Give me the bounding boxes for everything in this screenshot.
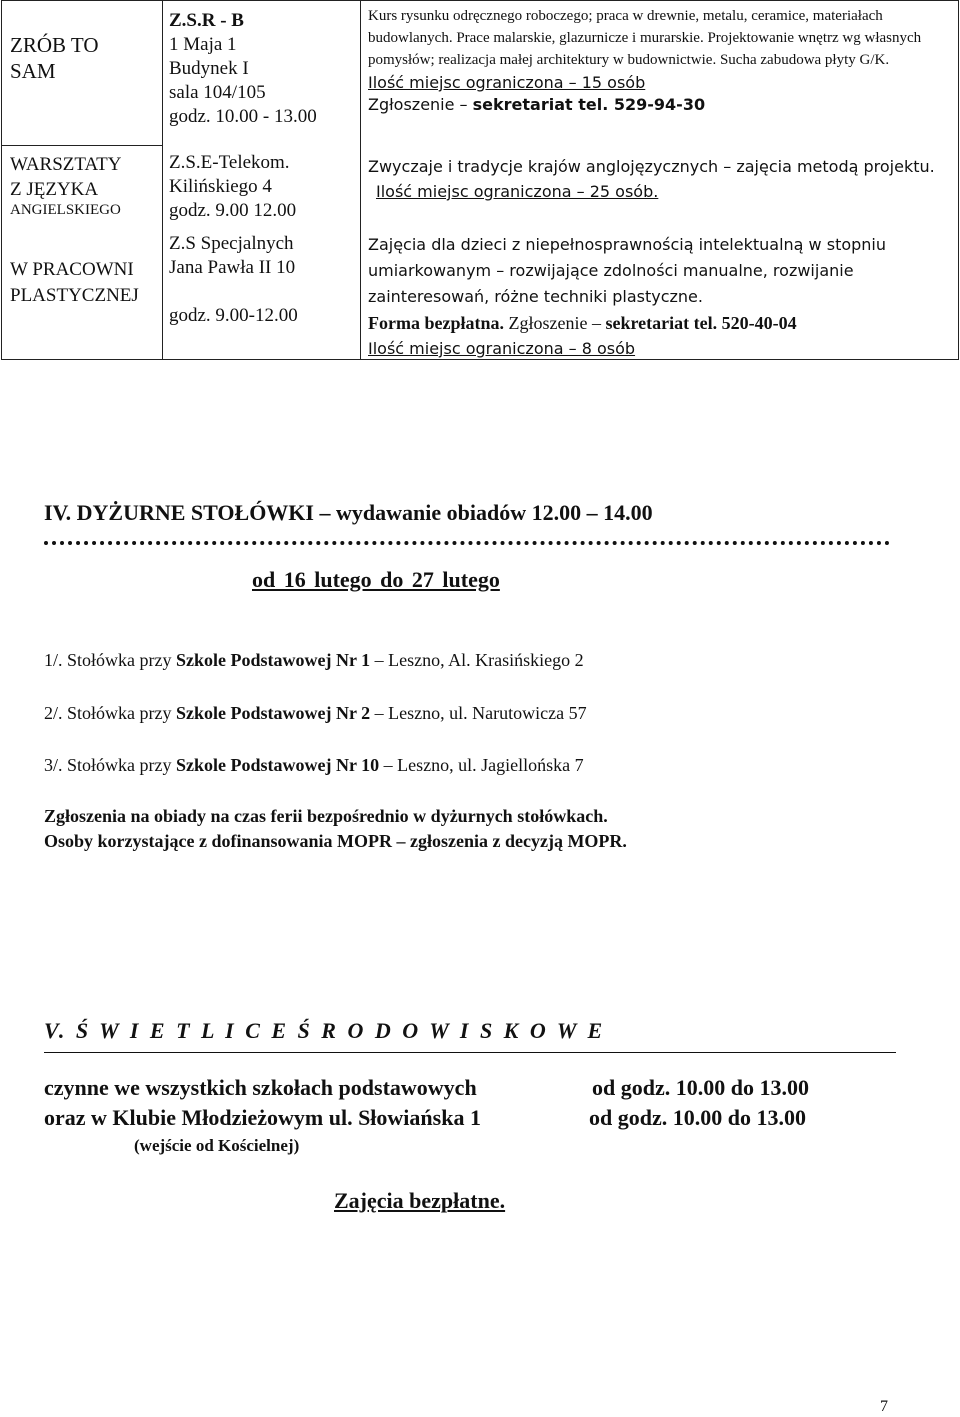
workshop-desc-row1: Kurs rysunku odręcznego roboczego; praca w drewnie, metalu, ceramice, materiałach budowlanych. Prace malarskie, glazurnicze i murarskie. Projektowanie wnętrz wg własnych pomysłów; realizacja małej architektury w budownictwie. Sucha zabudowa płyty G/K. Ilość miejsc ograniczona – 15 osób Zgłoszenie – sekretariat tel. 529-94-30 <box>368 8 922 114</box>
page-number: 7 <box>880 1398 888 1415</box>
canteen-note: Zgłoszenia na obiady na czas ferii bezpośrednio w dyżurnych stołówkach. <box>44 806 608 826</box>
canteen-note: Osoby korzystające z dofinansowania MOPR – zgłoszenia z decyzją MOPR. <box>44 831 627 851</box>
entrance-note: (wejście od Kościelnej) <box>134 1136 300 1155</box>
workshop-table <box>1 0 959 360</box>
workshop-desc-row2: Zwyczaje i tradycje krajów anglojęzycznych – zajęcia metodą projektu. Ilość miejsc ograniczona – 25 osób. <box>368 157 935 201</box>
workshop-name-row2: WARSZTATY Z JĘZYKA ANGIELSKIEGO <box>10 154 122 218</box>
canteen-item: 1/. Stołówka przy Szkole Podstawowej Nr 1 – Leszno, Al. Krasińskiego 2 <box>44 650 584 670</box>
community-centers-hours: od godz. 10.00 do 13.00 <box>592 1075 809 1100</box>
community-centers-line: czynne we wszystkich szkołach podstawowych <box>44 1075 477 1100</box>
workshop-place-row1: Z.S.R - B 1 Maja 1 Budynek I sala 104/105 godz. 10.00 - 13.00 <box>169 10 317 127</box>
canteen-item: 3/. Stołówka przy Szkole Podstawowej Nr 10 – Leszno, ul. Jagiellońska 7 <box>44 755 584 775</box>
workshop-name-row3: W PRACOWNI PLASTYCZNEJ <box>10 259 139 306</box>
table-divider <box>2 145 162 146</box>
canteen-item: 2/. Stołówka przy Szkole Podstawowej Nr 2 – Leszno, ul. Narutowicza 57 <box>44 703 587 723</box>
free-classes: Zajęcia bezpłatne. <box>334 1188 506 1213</box>
community-centers-line: oraz w Klubie Młodzieżowym ul. Słowiańska 1 <box>44 1105 481 1130</box>
section-v-heading: V. Ś W I E T L I C E Ś R O D O W I S K O W E <box>44 1018 896 1053</box>
workshop-name-row1: ZRÓB TO SAM <box>10 33 99 83</box>
canteen-dates: od 16 lutego do 27 lutego <box>252 567 500 592</box>
community-centers-hours: od godz. 10.00 do 13.00 <box>589 1105 806 1130</box>
section-iv-heading: IV. DYŻURNE STOŁÓWKI – wydawanie obiadów 12.00 – 14.00 <box>44 500 653 525</box>
workshop-place-row2: Z.S.E-Telekom. Kilińskiego 4 godz. 9.00 12.00 <box>169 152 297 221</box>
dotted-divider <box>44 537 890 545</box>
workshop-desc-row3: Zajęcia dla dzieci z niepełnosprawnością intelektualną w stopniu umiarkowanym – rozwijające zdolności manualne, rozwijanie zainteresowań, różne techniki plastyczne. Forma bezpłatna. Zgłoszenie – sekretariat tel. 520-40-04 Ilość miejsc ograniczona – 8 osób <box>368 235 887 358</box>
table-divider <box>162 1 163 359</box>
workshop-place-row3: Z.S Specjalnych Jana Pawła II 10 godz. 9.00-12.00 <box>169 233 298 326</box>
table-divider <box>360 1 361 359</box>
